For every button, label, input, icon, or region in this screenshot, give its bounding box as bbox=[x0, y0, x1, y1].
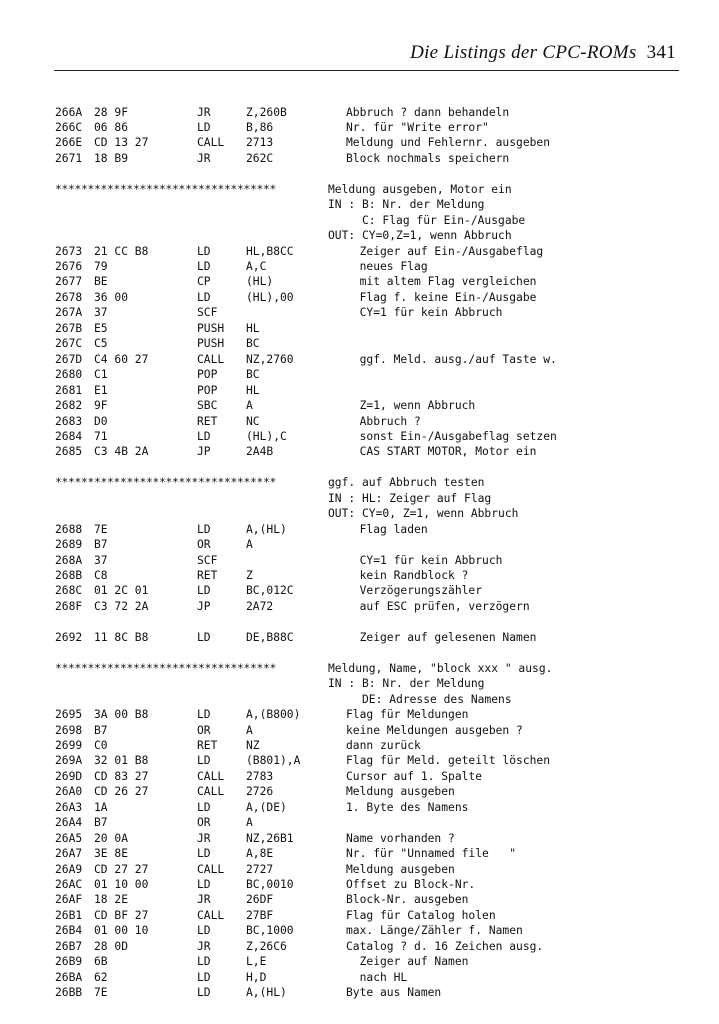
opcode-bytes: D0 bbox=[94, 414, 108, 428]
mnemonic: JR bbox=[197, 151, 211, 165]
address: 268A bbox=[55, 553, 83, 567]
code-line bbox=[0, 429, 719, 445]
operand: 2726 bbox=[246, 785, 274, 799]
opcode-bytes: 28 0D bbox=[94, 939, 129, 953]
comment: Offset zu Block-Nr. bbox=[346, 878, 476, 891]
code-line bbox=[0, 367, 719, 383]
address: 2681 bbox=[55, 383, 83, 397]
section-title: Meldung ausgeben, Motor ein bbox=[328, 182, 512, 196]
operand: A,(DE) bbox=[246, 800, 287, 814]
address: 266A bbox=[55, 105, 83, 119]
operand: A bbox=[246, 538, 253, 552]
address: 269A bbox=[55, 754, 83, 768]
comment: ggf. Meld. ausg./auf Taste w. bbox=[346, 352, 557, 366]
operand: Z,26C6 bbox=[246, 939, 287, 953]
section-header-line bbox=[0, 661, 719, 677]
code-line bbox=[0, 738, 719, 754]
address: 2684 bbox=[55, 429, 83, 443]
mnemonic: CALL bbox=[197, 862, 225, 876]
code-line bbox=[0, 599, 719, 615]
comment: Catalog ? d. 16 Zeichen ausg. bbox=[346, 939, 544, 953]
code-line bbox=[0, 352, 719, 368]
operand: (HL) bbox=[246, 275, 274, 289]
operand: (HL),00 bbox=[246, 290, 294, 304]
address: 2671 bbox=[55, 151, 83, 165]
section-description: OUT: CY=0, Z=1, wenn Abbruch bbox=[328, 507, 519, 521]
opcode-bytes: CD 27 27 bbox=[94, 862, 149, 876]
operand: (HL),C bbox=[246, 429, 287, 443]
address: 2695 bbox=[55, 708, 83, 722]
operand: HL bbox=[246, 321, 260, 335]
operand: A bbox=[246, 399, 253, 413]
comment: Verzögerungszähler bbox=[346, 584, 483, 598]
address: 26AF bbox=[55, 893, 83, 907]
opcode-bytes: BE bbox=[94, 275, 108, 289]
mnemonic: LD bbox=[197, 260, 211, 273]
operand: NZ,2760 bbox=[246, 352, 294, 366]
operand: 26DF bbox=[246, 893, 274, 907]
code-line bbox=[0, 305, 719, 321]
code-line bbox=[0, 105, 719, 121]
mnemonic: LD bbox=[197, 244, 211, 258]
opcode-bytes: 3E 8E bbox=[94, 847, 129, 861]
opcode-bytes: 21 CC B8 bbox=[94, 244, 149, 258]
opcode-bytes: 37 bbox=[94, 553, 108, 567]
comment: CY=1 für kein Abbruch bbox=[346, 553, 503, 567]
opcode-bytes: 01 2C 01 bbox=[94, 584, 149, 598]
address: 26A9 bbox=[55, 862, 83, 876]
mnemonic: JR bbox=[197, 893, 211, 907]
opcode-bytes: 28 9F bbox=[94, 105, 129, 119]
mnemonic: LD bbox=[197, 120, 211, 134]
code-line bbox=[0, 769, 719, 785]
code-line bbox=[0, 892, 719, 908]
address: 266E bbox=[55, 136, 83, 150]
address: 26B1 bbox=[55, 908, 83, 922]
operand: BC,0010 bbox=[246, 878, 294, 891]
opcode-bytes: 20 0A bbox=[94, 831, 129, 845]
operand: A,(HL) bbox=[246, 986, 287, 1000]
address: 268C bbox=[55, 584, 83, 598]
opcode-bytes: 06 86 bbox=[94, 120, 129, 134]
opcode-bytes: 7E bbox=[94, 522, 108, 536]
address: 2698 bbox=[55, 723, 83, 737]
operand: BC,1000 bbox=[246, 924, 294, 938]
address: 2676 bbox=[55, 260, 83, 273]
mnemonic: JP bbox=[197, 445, 211, 459]
opcode-bytes: CD 26 27 bbox=[94, 785, 149, 799]
mnemonic: RET bbox=[197, 414, 218, 428]
comment: Block-Nr. ausgeben bbox=[346, 893, 469, 907]
mnemonic: OR bbox=[197, 538, 211, 552]
mnemonic: LD bbox=[197, 924, 211, 938]
code-line bbox=[0, 151, 719, 167]
address: 26AC bbox=[55, 878, 83, 891]
operand: (B801),A bbox=[246, 754, 301, 768]
opcode-bytes: 1A bbox=[94, 800, 108, 814]
code-line bbox=[0, 630, 719, 646]
operand: Z,260B bbox=[246, 105, 287, 119]
address: 26BA bbox=[55, 970, 83, 984]
code-line bbox=[0, 398, 719, 414]
comment: kein Randblock ? bbox=[346, 569, 469, 582]
opcode-bytes: C8 bbox=[94, 569, 108, 582]
comment: Nr. für "Unnamed file " bbox=[346, 847, 517, 861]
address: 2680 bbox=[55, 368, 83, 382]
code-line bbox=[0, 568, 719, 584]
code-line bbox=[0, 862, 719, 878]
separator-stars: ********************************** bbox=[55, 476, 277, 490]
address: 2699 bbox=[55, 738, 83, 752]
comment: nach HL bbox=[346, 970, 408, 984]
section-header-line bbox=[0, 182, 719, 198]
comment: Name vorhanden ? bbox=[346, 831, 455, 845]
operand: L,E bbox=[246, 955, 267, 969]
comment: max. Länge/Zähler f. Namen bbox=[346, 924, 523, 938]
mnemonic: LD bbox=[197, 986, 211, 1000]
opcode-bytes: E5 bbox=[94, 321, 108, 335]
comment: mit altem Flag vergleichen bbox=[346, 275, 537, 289]
mnemonic: CALL bbox=[197, 769, 225, 783]
header-rule bbox=[54, 70, 679, 71]
opcode-bytes: C3 72 2A bbox=[94, 599, 149, 613]
separator-stars: ********************************** bbox=[55, 182, 277, 196]
address: 26A3 bbox=[55, 800, 83, 814]
mnemonic: RET bbox=[197, 569, 218, 582]
code-line bbox=[0, 244, 719, 260]
code-line bbox=[0, 444, 719, 460]
section-description: DE: Adresse des Namens bbox=[328, 692, 512, 706]
code-line bbox=[0, 908, 719, 924]
opcode-bytes: 6B bbox=[94, 955, 108, 969]
description-line bbox=[0, 692, 719, 708]
mnemonic: LD bbox=[197, 955, 211, 969]
mnemonic: LD bbox=[197, 584, 211, 598]
mnemonic: RET bbox=[197, 738, 218, 752]
comment: 1. Byte des Namens bbox=[346, 800, 469, 814]
operand: BC bbox=[246, 337, 260, 351]
opcode-bytes: C0 bbox=[94, 738, 108, 752]
comment: Cursor auf 1. Spalte bbox=[346, 769, 483, 783]
comment: Meldung ausgeben bbox=[346, 862, 455, 876]
opcode-bytes: CD BF 27 bbox=[94, 908, 149, 922]
code-line bbox=[0, 800, 719, 816]
comment: Abbruch ? bbox=[346, 414, 421, 428]
section-title: Meldung, Name, "block xxx " ausg. bbox=[328, 661, 553, 675]
mnemonic: CALL bbox=[197, 908, 225, 922]
address: 26A7 bbox=[55, 847, 83, 861]
mnemonic: LD bbox=[197, 708, 211, 722]
code-line bbox=[0, 414, 719, 430]
code-line bbox=[0, 939, 719, 955]
opcode-bytes: 32 01 B8 bbox=[94, 754, 149, 768]
operand: 262C bbox=[246, 151, 274, 165]
mnemonic: LD bbox=[197, 800, 211, 814]
description-line bbox=[0, 676, 719, 692]
page-header-title: Die Listings der CPC-ROMs bbox=[410, 42, 637, 63]
description-line bbox=[0, 213, 719, 229]
operand: 2713 bbox=[246, 136, 274, 150]
opcode-bytes: 37 bbox=[94, 306, 108, 320]
operand: HL bbox=[246, 383, 260, 397]
address: 2689 bbox=[55, 538, 83, 552]
mnemonic: PUSH bbox=[197, 337, 225, 351]
opcode-bytes: 71 bbox=[94, 429, 108, 443]
mnemonic: JR bbox=[197, 939, 211, 953]
operand: A bbox=[246, 723, 253, 737]
opcode-bytes: 01 00 10 bbox=[94, 924, 149, 938]
address: 267A bbox=[55, 306, 83, 320]
code-line bbox=[0, 815, 719, 831]
address: 2688 bbox=[55, 522, 83, 536]
opcode-bytes: 9F bbox=[94, 399, 108, 413]
code-line bbox=[0, 259, 719, 275]
opcode-bytes: 18 2E bbox=[94, 893, 129, 907]
comment: CY=1 für kein Abbruch bbox=[346, 306, 503, 320]
mnemonic: LD bbox=[197, 630, 211, 644]
separator-stars: ********************************** bbox=[55, 661, 277, 675]
opcode-bytes: 3A 00 B8 bbox=[94, 708, 149, 722]
opcode-bytes: B7 bbox=[94, 538, 108, 552]
operand: A,(HL) bbox=[246, 522, 287, 536]
mnemonic: PUSH bbox=[197, 321, 225, 335]
operand: NZ bbox=[246, 738, 260, 752]
code-line bbox=[0, 336, 719, 352]
operand: NC bbox=[246, 414, 260, 428]
mnemonic: CALL bbox=[197, 352, 225, 366]
address: 2678 bbox=[55, 290, 83, 304]
address: 26B7 bbox=[55, 939, 83, 953]
code-line bbox=[0, 321, 719, 337]
comment: CAS START MOTOR, Motor ein bbox=[346, 445, 537, 459]
page-number: 341 bbox=[646, 42, 676, 63]
section-header-line bbox=[0, 475, 719, 491]
comment: Meldung und Fehlernr. ausgeben bbox=[346, 136, 551, 150]
opcode-bytes: 11 8C B8 bbox=[94, 630, 149, 644]
code-line bbox=[0, 753, 719, 769]
address: 26B9 bbox=[55, 955, 83, 969]
comment: dann zurück bbox=[346, 738, 421, 752]
comment: Flag für Catalog holen bbox=[346, 908, 496, 922]
mnemonic: LD bbox=[197, 878, 211, 891]
address: 26A4 bbox=[55, 816, 83, 830]
section-description: IN : HL: Zeiger auf Flag bbox=[328, 491, 492, 505]
address: 2673 bbox=[55, 244, 83, 258]
opcode-bytes: 62 bbox=[94, 970, 108, 984]
code-line bbox=[0, 784, 719, 800]
opcode-bytes: 79 bbox=[94, 260, 108, 273]
comment: Zeiger auf gelesenen Namen bbox=[346, 630, 537, 644]
address: 2682 bbox=[55, 399, 83, 413]
code-line bbox=[0, 985, 719, 1001]
operand: B,86 bbox=[246, 120, 274, 134]
section-description: IN : B: Nr. der Meldung bbox=[328, 677, 485, 691]
operand: 2727 bbox=[246, 862, 274, 876]
address: 268F bbox=[55, 599, 83, 613]
operand: BC bbox=[246, 368, 260, 382]
operand: 2783 bbox=[246, 769, 274, 783]
address: 266C bbox=[55, 120, 83, 134]
description-line bbox=[0, 491, 719, 507]
address: 267D bbox=[55, 352, 83, 366]
opcode-bytes: C1 bbox=[94, 368, 108, 382]
opcode-bytes: 01 10 00 bbox=[94, 878, 149, 891]
comment: Flag laden bbox=[346, 522, 428, 536]
comment: Byte aus Namen bbox=[346, 986, 442, 1000]
operand: A,C bbox=[246, 260, 267, 273]
section-description: IN : B: Nr. der Meldung bbox=[328, 198, 485, 212]
code-line bbox=[0, 522, 719, 538]
address: 268B bbox=[55, 569, 83, 582]
operand: H,D bbox=[246, 970, 267, 984]
address: 2683 bbox=[55, 414, 83, 428]
address: 26B4 bbox=[55, 924, 83, 938]
comment: Flag für Meldungen bbox=[346, 708, 469, 722]
opcode-bytes: B7 bbox=[94, 723, 108, 737]
operand: HL,B8CC bbox=[246, 244, 294, 258]
description-line bbox=[0, 228, 719, 244]
code-line bbox=[0, 954, 719, 970]
mnemonic: LD bbox=[197, 522, 211, 536]
opcode-bytes: C3 4B 2A bbox=[94, 445, 149, 459]
page-header bbox=[0, 42, 676, 64]
operand: 27BF bbox=[246, 908, 274, 922]
operand: A,(B800) bbox=[246, 708, 301, 722]
section-description: C: Flag für Ein-/Ausgabe bbox=[328, 213, 526, 227]
mnemonic: OR bbox=[197, 723, 211, 737]
mnemonic: LD bbox=[197, 754, 211, 768]
section-title: ggf. auf Abbruch testen bbox=[328, 476, 485, 490]
mnemonic: SCF bbox=[197, 553, 218, 567]
mnemonic: POP bbox=[197, 383, 218, 397]
comment: Z=1, wenn Abbruch bbox=[346, 399, 476, 413]
code-line bbox=[0, 707, 719, 723]
address: 26A5 bbox=[55, 831, 83, 845]
description-line bbox=[0, 197, 719, 213]
operand: DE,B88C bbox=[246, 630, 294, 644]
mnemonic: LD bbox=[197, 429, 211, 443]
mnemonic: JR bbox=[197, 105, 211, 119]
code-line bbox=[0, 135, 719, 151]
operand: Z bbox=[246, 569, 253, 582]
opcode-bytes: CD 83 27 bbox=[94, 769, 149, 783]
mnemonic: JR bbox=[197, 831, 211, 845]
operand: 2A72 bbox=[246, 599, 274, 613]
operand: 2A4B bbox=[246, 445, 274, 459]
address: 26BB bbox=[55, 986, 83, 1000]
description-line bbox=[0, 506, 719, 522]
mnemonic: SBC bbox=[197, 399, 218, 413]
operand: A bbox=[246, 816, 253, 830]
code-line bbox=[0, 846, 719, 862]
code-line bbox=[0, 553, 719, 569]
code-line bbox=[0, 290, 719, 306]
mnemonic: CALL bbox=[197, 785, 225, 799]
address: 2692 bbox=[55, 630, 83, 644]
comment: sonst Ein-/Ausgabeflag setzen bbox=[346, 429, 557, 443]
section-description: OUT: CY=0,Z=1, wenn Abbruch bbox=[328, 229, 512, 243]
code-line bbox=[0, 537, 719, 553]
comment: keine Meldungen ausgeben ? bbox=[346, 723, 523, 737]
comment: Block nochmals speichern bbox=[346, 151, 510, 165]
mnemonic: JP bbox=[197, 599, 211, 613]
code-line bbox=[0, 383, 719, 399]
opcode-bytes: 18 B9 bbox=[94, 151, 129, 165]
code-line bbox=[0, 970, 719, 986]
opcode-bytes: 36 00 bbox=[94, 290, 129, 304]
address: 2677 bbox=[55, 275, 83, 289]
opcode-bytes: CD 13 27 bbox=[94, 136, 149, 150]
comment: auf ESC prüfen, verzögern bbox=[346, 599, 530, 613]
opcode-bytes: C5 bbox=[94, 337, 108, 351]
code-line bbox=[0, 723, 719, 739]
opcode-bytes: B7 bbox=[94, 816, 108, 830]
opcode-bytes: 7E bbox=[94, 986, 108, 1000]
mnemonic: LD bbox=[197, 290, 211, 304]
opcode-bytes: E1 bbox=[94, 383, 108, 397]
address: 26A0 bbox=[55, 785, 83, 799]
comment: neues Flag bbox=[346, 260, 428, 273]
address: 269D bbox=[55, 769, 83, 783]
operand: NZ,26B1 bbox=[246, 831, 294, 845]
opcode-bytes: C4 60 27 bbox=[94, 352, 149, 366]
address: 2685 bbox=[55, 445, 83, 459]
comment: Zeiger auf Namen bbox=[346, 955, 469, 969]
mnemonic: OR bbox=[197, 816, 211, 830]
mnemonic: CALL bbox=[197, 136, 225, 150]
comment: Abbruch ? dann behandeln bbox=[346, 105, 510, 119]
mnemonic: SCF bbox=[197, 306, 218, 320]
address: 267C bbox=[55, 337, 83, 351]
code-line bbox=[0, 923, 719, 939]
code-line bbox=[0, 120, 719, 136]
mnemonic: LD bbox=[197, 970, 211, 984]
comment: Zeiger auf Ein-/Ausgabeflag bbox=[346, 244, 544, 258]
operand: BC,012C bbox=[246, 584, 294, 598]
mnemonic: POP bbox=[197, 368, 218, 382]
comment: Nr. für "Write error" bbox=[346, 120, 489, 134]
mnemonic: CP bbox=[197, 275, 211, 289]
address: 267B bbox=[55, 321, 83, 335]
code-line bbox=[0, 583, 719, 599]
operand: A,8E bbox=[246, 847, 274, 861]
code-line bbox=[0, 274, 719, 290]
mnemonic: LD bbox=[197, 847, 211, 861]
code-line bbox=[0, 877, 719, 893]
code-line bbox=[0, 831, 719, 847]
comment: Flag f. keine Ein-/Ausgabe bbox=[346, 290, 537, 304]
comment: Flag für Meld. geteilt löschen bbox=[346, 754, 551, 768]
comment: Meldung ausgeben bbox=[346, 785, 455, 799]
